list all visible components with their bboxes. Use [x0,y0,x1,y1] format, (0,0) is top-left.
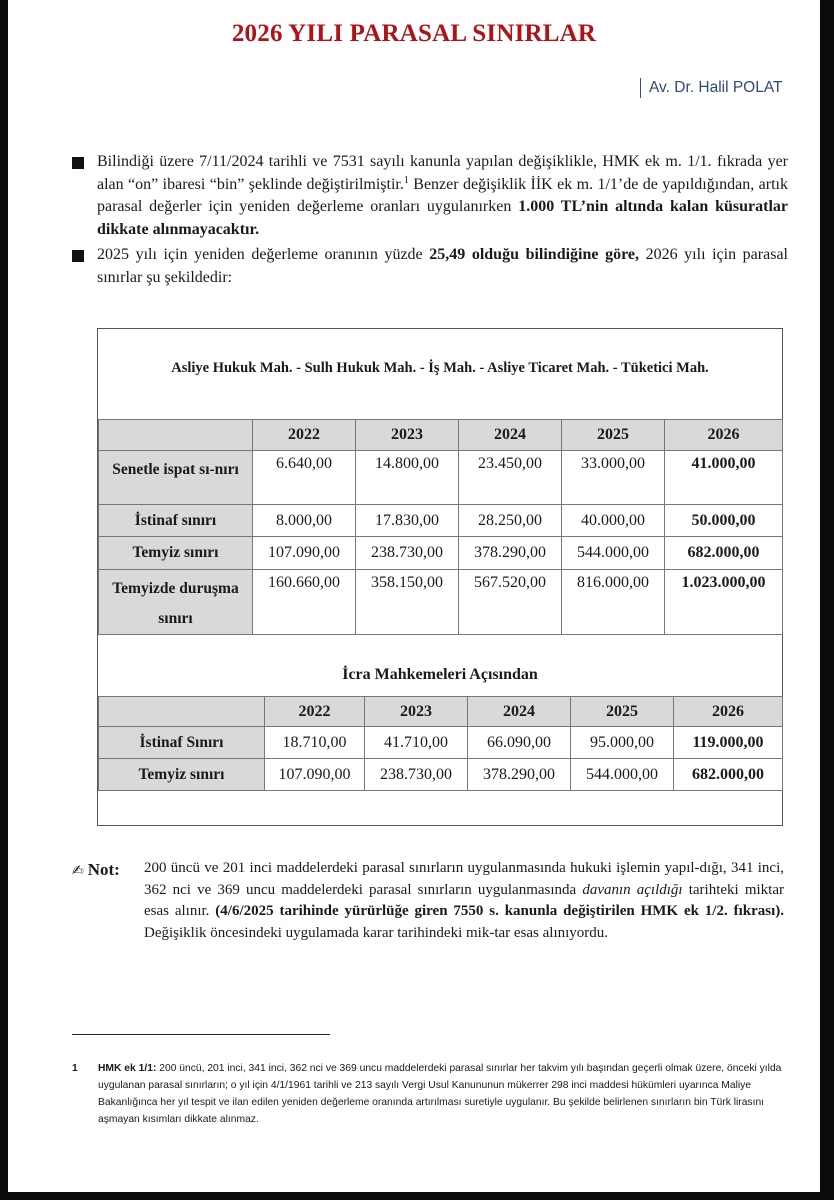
footnote-ref: HMK ek 1/1: [98,1063,157,1074]
year-header: 2025 [562,420,665,451]
civil-courts-table [98,419,783,635]
table-cell: 33.000,00 [562,451,665,505]
civil-courts-table-title: Asliye Hukuk Mah. - Sulh Hukuk Mah. - İş Mah. - Asliye Ticaret Mah. - Tüketici Mah. [171,360,709,376]
table-header-row [99,697,783,727]
bottom-screen-edge [0,1192,834,1200]
table-cell: 358.150,00 [356,570,459,635]
year-header: 2022 [265,697,365,727]
table-cell: 544.000,00 [562,537,665,570]
header-empty-cell [99,420,253,451]
table-cell: 6.640,00 [253,451,356,505]
table-row [99,451,783,505]
table-cell: 567.520,00 [459,570,562,635]
table-cell-current: 682.000,00 [674,759,783,791]
row-label: İstinaf Sınırı [99,727,265,759]
p1-text-bold: 1.000 TL’nin altında kalan küsuratlar dikkate alınmayacaktır. [97,198,788,238]
square-bullet-icon [72,157,84,169]
row-label: Temyiz sınırı [99,537,253,570]
row-label: Temyiz sınırı [99,759,265,791]
table-cell-current: 50.000,00 [665,505,783,537]
row-label: Temyizde duruşma sınırı [99,570,253,635]
year-header: 2026 [665,420,783,451]
table-cell: 544.000,00 [571,759,674,791]
note-text-1: 200 üncü ve 201 inci maddelerdeki parasal sınırların uygulanmasında hukuki işlemin yapıl-dığı, 341 inci, 362 nci ve 369 uncu maddelerdeki parasal sınırların uygulanmasında [144,860,784,898]
year-header: 2026 [674,697,783,727]
left-screen-edge [0,0,8,1200]
table-cell-current: 682.000,00 [665,537,783,570]
footnote-text: 200 üncü, 201 inci, 341 inci, 362 nci ve 369 uncu maddelerdeki parasal sınırlar her takvim yılı başından geçerli olmak üzere, önceki yılda uygulanan parasal sınırların; o yıl için 4/1/1961 tarihli ve 213 sayılı Vergi Usul Kanununun mükerrer 298 inci maddesi hükümleri uyarınca Maliye Bakanlığınca her yıl tespit ve ilan edilen yeniden değerleme oranında artırılması suretiyle uygulanır. Bu şekilde belirlenen sınırların bin Türk lirasını aşmayan kısımları dikkate alınmaz. [98,1063,782,1125]
footnote [72,1060,788,1128]
year-header: 2024 [468,697,571,727]
table-cell: 95.000,00 [571,727,674,759]
header-empty-cell [99,697,265,727]
author-name: Av. Dr. Halil POLAT [640,78,783,98]
table-cell: 23.450,00 [459,451,562,505]
footnote-ref-1[interactable]: 1 [403,174,409,186]
icra-courts-table [98,696,783,791]
table-cell-current: 1.023.000,00 [665,570,783,635]
table-cell: 378.290,00 [459,537,562,570]
p2-text-a: 2025 yılı için yeniden değerleme oranının yüzde [97,246,430,263]
table-cell: 28.250,00 [459,505,562,537]
year-header: 2022 [253,420,356,451]
p1-text-b: Benzer değişiklik İİK ek m. 1/1’de de yapıldığından, artık parasal değerler için yeniden değerleme oranları uygulanırken [97,175,788,215]
table-row [99,570,783,635]
table-cell-current: 119.000,00 [674,727,783,759]
table-cell: 66.090,00 [468,727,571,759]
p2-text-b: 2026 yılı için parasal sınırlar şu şekildedir: [97,246,788,286]
table-cell: 40.000,00 [562,505,665,537]
table-header-row [99,420,783,451]
table-cell: 17.830,00 [356,505,459,537]
table-cell: 14.800,00 [356,451,459,505]
footnote-number: 1 [72,1063,78,1074]
table-cell: 238.730,00 [365,759,468,791]
table-row [99,537,783,570]
year-header: 2024 [459,420,562,451]
table-cell: 160.660,00 [253,570,356,635]
right-screen-edge [820,0,834,1200]
table-row [99,505,783,537]
note-text-italic: davanın açıldığı [582,881,683,898]
row-label: Senetle ispat sı-nırı [99,451,253,505]
note-text-bold: (4/6/2025 tarihinde yürürlüğe giren 7550 s. kanunla değiştirilen HMK ek 1/2. fıkrası). [215,903,784,919]
note-text-3: Değişiklik öncesindeki uygulamada karar tarihindeki mik-tar esas alınıyordu. [144,924,609,941]
table-cell: 18.710,00 [265,727,365,759]
table-cell: 41.710,00 [365,727,468,759]
table-cell: 107.090,00 [265,759,365,791]
page-title: 2026 YILI PARASAL SINIRLAR [231,20,597,47]
table-cell: 238.730,00 [356,537,459,570]
note-label: Not: [87,860,120,879]
table-cell-current: 41.000,00 [665,451,783,505]
note-text-2: tarihteki miktar esas alınır. [144,881,784,919]
icra-courts-table-title: İcra Mahkemeleri Açısından [342,666,538,683]
writing-hand-icon: ✍ [72,863,84,879]
row-label: İstinaf sınırı [99,505,253,537]
table-cell: 816.000,00 [562,570,665,635]
note-marker [72,859,120,883]
table-row [99,727,783,759]
year-header: 2023 [365,697,468,727]
year-header: 2023 [356,420,459,451]
intro-paragraph-2 [72,244,788,289]
table-cell: 378.290,00 [468,759,571,791]
p2-text-bold: 25,49 olduğu bilindiğine göre, [429,246,639,263]
table-row [99,759,783,791]
p1-text-a: Bilindiği üzere 7/11/2024 tarihli ve 7531 sayılı kanunla yapılan değişiklikle, HMK ek m. 1/1. fıkrada yer alan “on” ibaresi “bin” şeklinde değiştirilmiştir. [97,153,788,193]
note-text [144,858,784,944]
table-cell: 107.090,00 [253,537,356,570]
table-cell: 8.000,00 [253,505,356,537]
year-header: 2025 [571,697,674,727]
note-section [72,858,784,944]
intro-paragraph-1 [72,151,788,241]
square-bullet-icon [72,250,84,262]
limits-table-box [97,328,783,826]
footnote-separator [72,1034,330,1035]
